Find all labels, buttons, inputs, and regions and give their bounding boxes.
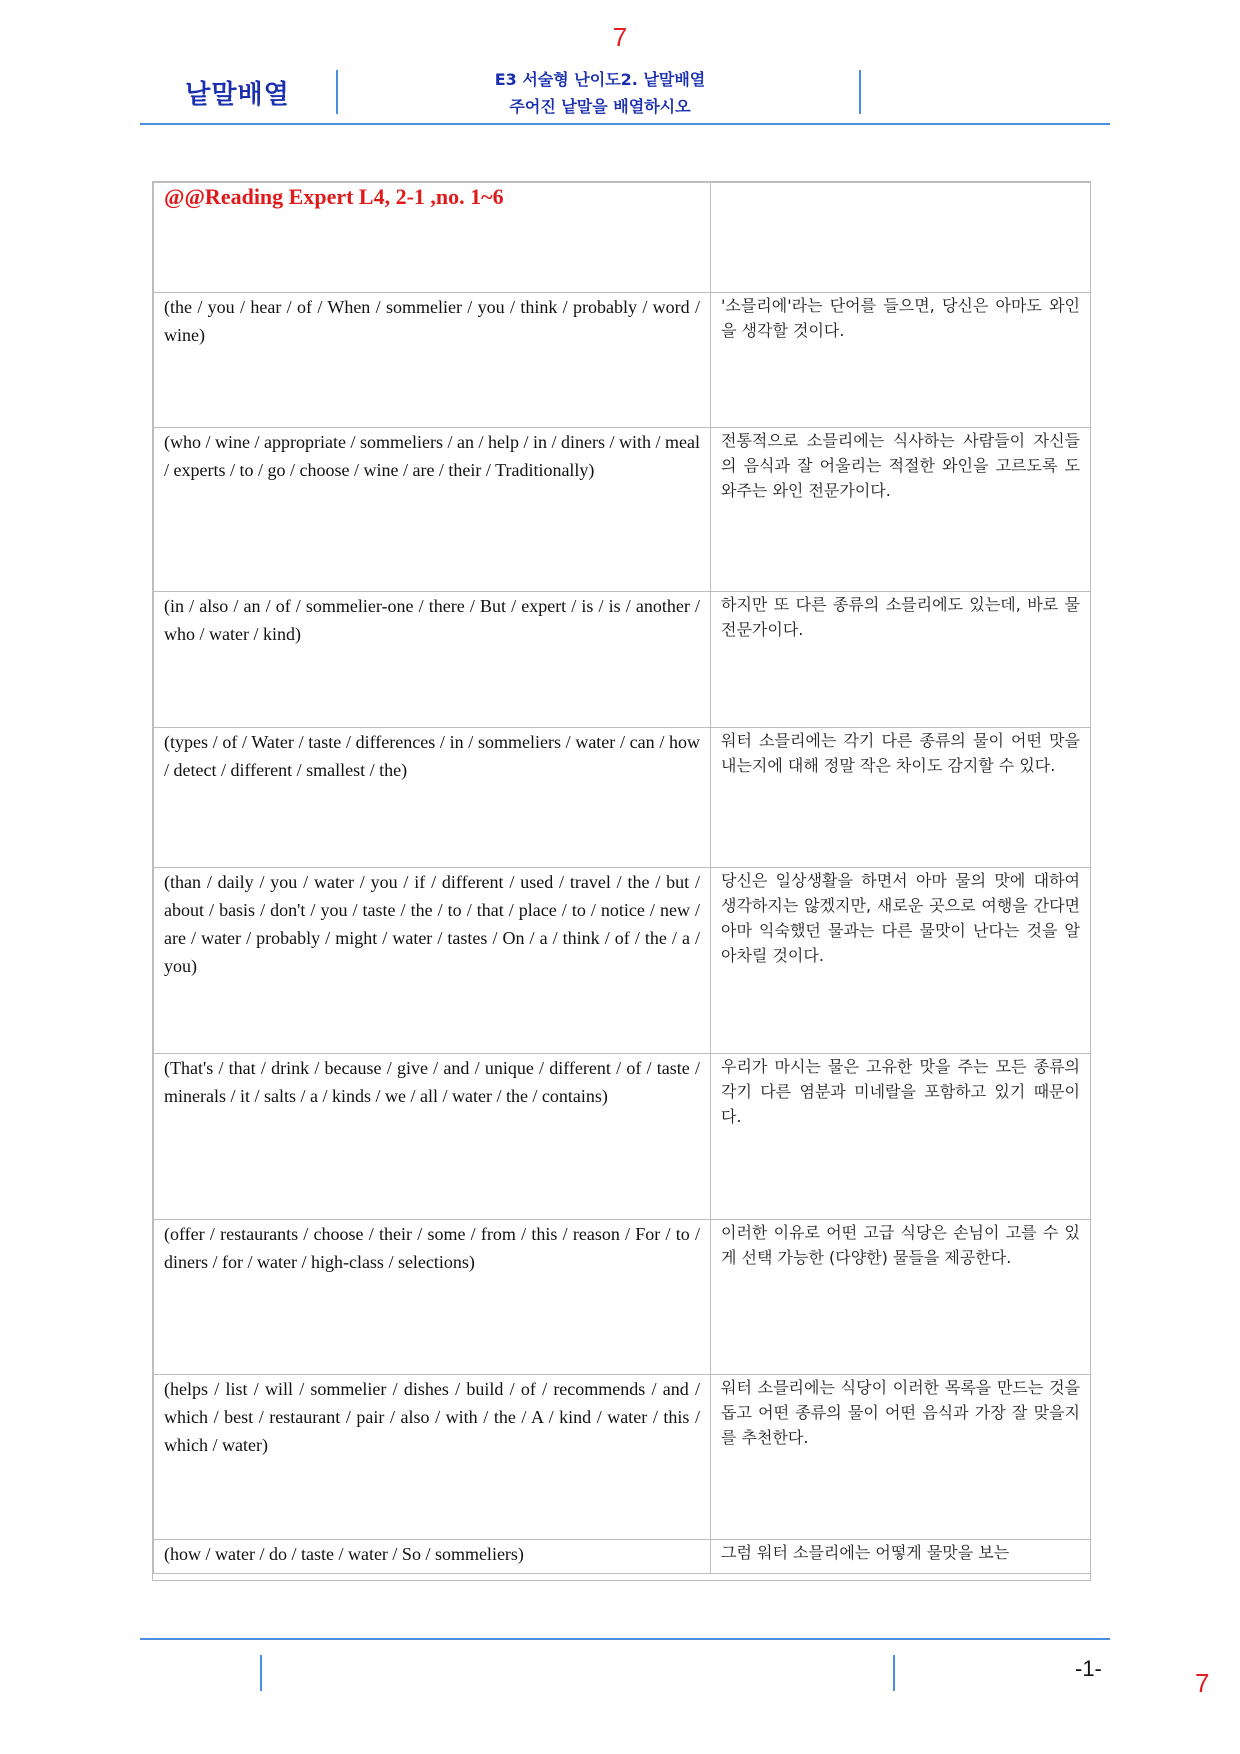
table-row [154,428,1091,592]
header-divider-right [859,70,861,114]
word-scramble-5: (than / daily / you / water / you / if / different / used / travel / the / but / about / basis / don't / you / taste / the / to / that / place / to / notice / new / are / water / probably / might / water / tastes / On / a / think / of / the / a / you) [154,868,711,1054]
word-scramble-6: (That's / that / drink / because / give / and / unique / different / of / taste / minerals / it / salts / a / kinds / we / all / water / the / contains) [154,1054,711,1220]
worksheet [152,181,1091,1581]
worksheet-title: @@Reading Expert L4, 2-1 ,no. 1~6 [154,183,711,293]
word-scramble-8: (helps / list / will / sommelier / dishes / build / of / recommends / and / which / best / restaurant / pair / also / with / the / A / kind / water / this / which / water) [154,1375,711,1540]
word-scramble-1: (the / you / hear / of / When / sommelier / you / think / probably / word / wine) [154,293,711,428]
korean-translation-7: 이러한 이유로 어떤 고급 식당은 손님이 고를 수 있게 선택 가능한 (다양한) 물들을 제공한다. [711,1220,1091,1375]
title-row [154,183,1091,293]
korean-translation-4: 워터 소믈리에는 각기 다른 종류의 물이 어떤 맛을 내는지에 대해 정말 작은 차이도 감지할 수 있다. [711,728,1091,868]
page-header [140,60,1110,124]
word-scramble-3: (in / also / an / of / sommelier-one / there / But / expert / is / is / another / who / water / kind) [154,592,711,728]
page-number-corner: 7 [1195,1668,1210,1698]
table-row [154,1540,1091,1574]
word-scramble-2: (who / wine / appropriate / sommeliers / an / help / in / diners / with / meal / experts / to / go / choose / wine / are / their / Traditionally) [154,428,711,592]
table-row [154,293,1091,428]
header-subtitle [365,66,835,120]
korean-translation-5: 당신은 일상생활을 하면서 아마 물의 맛에 대하여 생각하지는 않겠지만, 새로운 곳으로 여행을 간다면 아마 익숙했던 물과는 다른 물맛이 난다는 것을 알아차릴 것이다. [711,868,1091,1054]
header-subtitle-line1: E3 서술형 난이도2. 낱말배열 [494,70,706,89]
header-subtitle-line2: 주어진 낱말을 배열하시오 [509,97,691,116]
table-row [154,592,1091,728]
korean-translation-1: '소믈리에'라는 단어를 들으면, 당신은 아마도 와인을 생각할 것이다. [711,293,1091,428]
korean-translation-2: 전통적으로 소믈리에는 식사하는 사람들이 자신들의 음식과 잘 어울리는 적절한 와인을 고르도록 도와주는 와인 전문가이다. [711,428,1091,592]
page-number-top: 7 [612,22,628,52]
korean-translation-6: 우리가 마시는 물은 고유한 맛을 주는 모든 종류의 각기 다른 염분과 미네랄을 포함하고 있기 때문이다. [711,1054,1091,1220]
table-row [154,1375,1091,1540]
korean-translation-9: 그럼 워터 소믈리에는 어떻게 물맛을 보는 [711,1540,1091,1574]
word-scramble-7: (offer / restaurants / choose / their / some / from / this / reason / For / to / diners / for / water / high-class / selections) [154,1220,711,1375]
footer-divider-left [260,1655,262,1691]
header-rule [140,123,1110,125]
footer-page-label: -1- [1075,1656,1102,1681]
table-row [154,1220,1091,1375]
korean-translation-8: 워터 소믈리에는 식당이 이러한 목록을 만드는 것을 돕고 어떤 종류의 물이 어떤 음식과 가장 잘 맞을지를 추천한다. [711,1375,1091,1540]
word-scramble-9: (how / water / do / taste / water / So / sommeliers) [154,1540,711,1574]
word-scramble-4: (types / of / Water / taste / differences / in / sommeliers / water / can / how / detect / different / smallest / the) [154,728,711,868]
table-row [154,868,1091,1054]
header-divider-left [336,70,338,114]
header-title: 낱말배열 [185,80,290,110]
table-row [154,1054,1091,1220]
title-blank-cell [711,183,1091,293]
footer-divider-right [893,1655,895,1691]
table-row [154,728,1091,868]
footer-rule [140,1638,1110,1640]
worksheet-table [153,182,1091,1574]
korean-translation-3: 하지만 또 다른 종류의 소믈리에도 있는데, 바로 물 전문가이다. [711,592,1091,728]
